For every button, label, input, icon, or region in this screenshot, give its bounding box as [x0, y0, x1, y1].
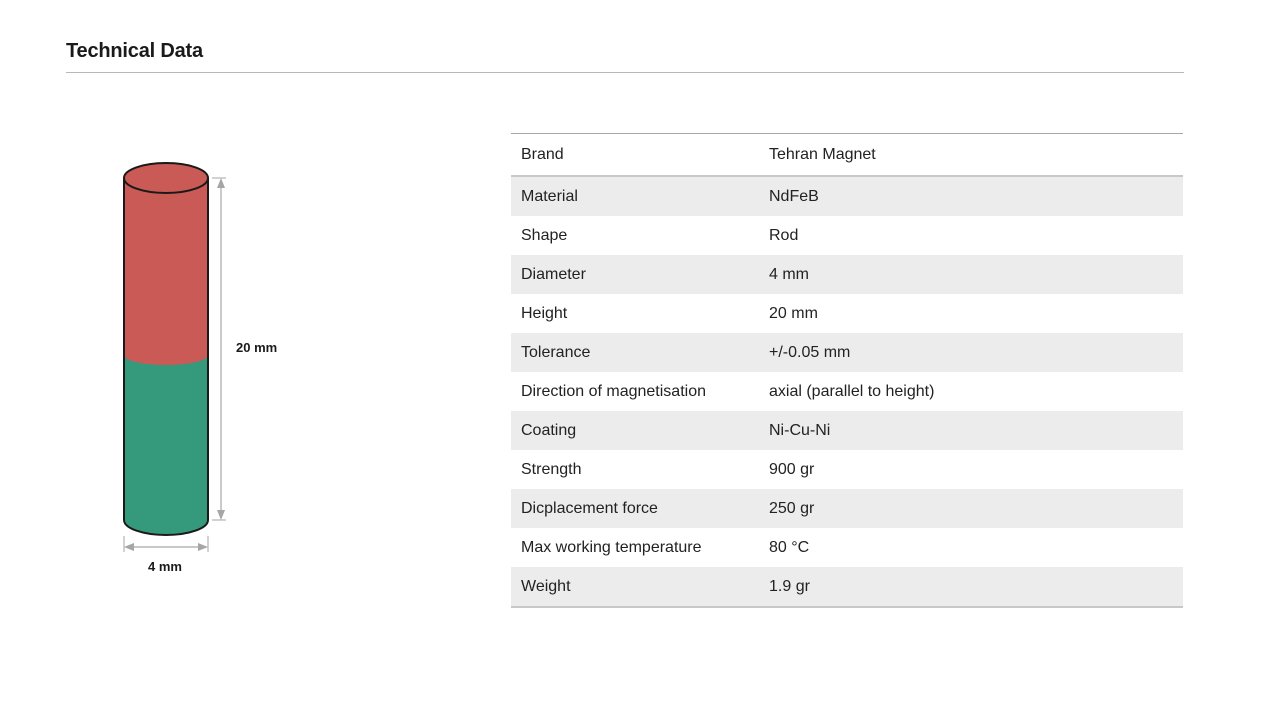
spec-value: axial (parallel to height)	[769, 382, 935, 400]
spec-value: 80 °C	[769, 538, 810, 556]
height-arrow-top	[217, 178, 225, 188]
diameter-arrow-right	[198, 543, 208, 551]
rod-top-face	[124, 163, 208, 193]
spec-rows	[511, 134, 1183, 608]
spec-value: 1.9 gr	[769, 567, 1183, 607]
spec-row-material	[511, 176, 1183, 216]
spec-value: +/-0.05 mm	[769, 333, 1183, 372]
spec-property: Tolerance	[511, 333, 769, 372]
spec-value: Rod	[769, 226, 799, 244]
spec-row-displacement-force	[511, 489, 1183, 528]
page-title: Technical Data	[66, 40, 203, 62]
spec-value: 250 gr	[769, 489, 1183, 528]
spec-property: Weight	[511, 567, 769, 607]
spec-property: Direction of magnetisation	[521, 382, 706, 400]
spec-value: NdFeB	[769, 176, 1183, 216]
spec-property: Brand	[521, 145, 564, 163]
spec-property: Coating	[511, 411, 769, 450]
height-dimension-label: 20 mm	[236, 340, 278, 355]
spec-property: Dicplacement force	[511, 489, 769, 528]
spec-row-brand	[511, 134, 1183, 177]
spec-row-strength	[511, 450, 1183, 489]
diameter-arrow-left	[124, 543, 134, 551]
spec-property: Max working temperature	[521, 538, 702, 556]
spec-value: Tehran Magnet	[769, 145, 876, 163]
diameter-dimension-label: 4 mm	[148, 559, 182, 574]
spec-value: Ni-Cu-Ni	[769, 411, 1183, 450]
spec-property: Material	[511, 176, 769, 216]
spec-row-height	[511, 294, 1183, 333]
spec-row-coating	[511, 411, 1183, 450]
technical-data-table	[511, 133, 1183, 608]
spec-property: Strength	[521, 460, 582, 478]
south-pole-segment	[124, 355, 208, 535]
magnet-rod-illustration	[100, 150, 320, 590]
spec-property: Height	[521, 304, 568, 322]
title-divider	[66, 72, 1184, 73]
spec-row-tolerance	[511, 333, 1183, 372]
spec-row-max-temperature	[511, 528, 1183, 567]
spec-value: 20 mm	[769, 304, 818, 322]
height-arrow-bottom	[217, 510, 225, 520]
spec-property: Shape	[521, 226, 568, 244]
north-pole-segment	[124, 178, 208, 365]
spec-property: Diameter	[511, 255, 769, 294]
spec-value: 900 gr	[769, 460, 815, 478]
spec-row-weight	[511, 567, 1183, 607]
spec-row-magnetisation-direction	[511, 372, 1183, 411]
spec-row-shape	[511, 216, 1183, 255]
spec-row-diameter	[511, 255, 1183, 294]
magnet-rod-drawing	[100, 150, 320, 590]
spec-value: 4 mm	[769, 255, 1183, 294]
